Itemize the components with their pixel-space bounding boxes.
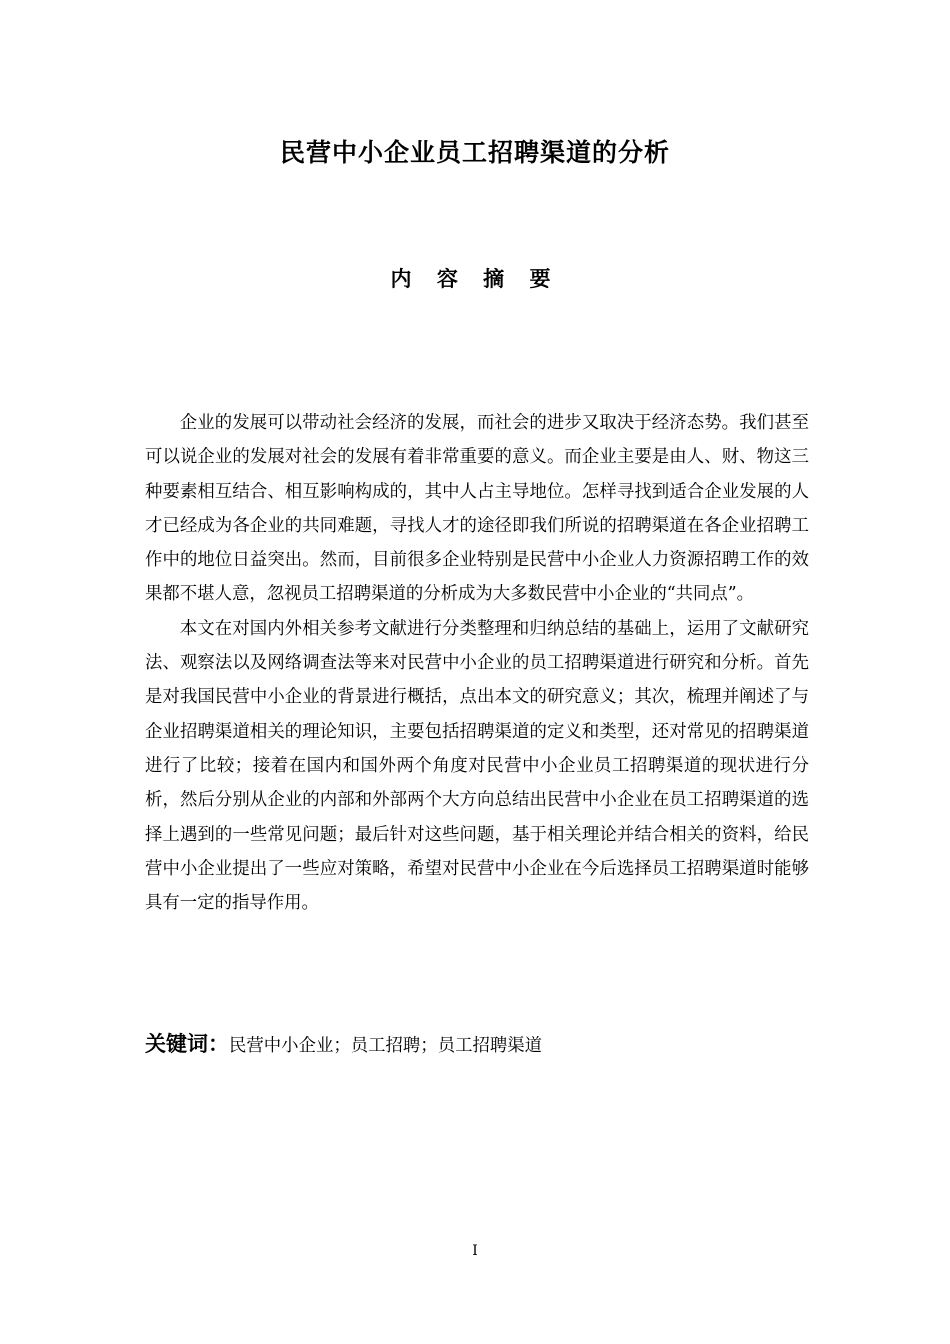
keywords-text: 民营中小企业；员工招聘；员工招聘渠道 <box>229 1036 543 1056</box>
keywords-line <box>145 1028 809 1062</box>
abstract-paragraph-2: 本文在对国内外相关参考文献进行分类整理和归纳总结的基础上，运用了文献研究法、观察法以及网络调查法等来对民营中小企业的员工招聘渠道进行研究和分析。首先是对我国民营中小企业的背景进行概括，点出本文的研究意义；其次，梳理并阐述了与企业招聘渠道相关的理论知识，主要包括招聘渠道的定义和类型，还对常见的招聘渠道进行了比较；接着在国内和国外两个角度对民营中小企业员工招聘渠道的现状进行分析，然后分别从企业的内部和外部两个大方向总结出民营中小企业在员工招聘渠道的选择上遇到的一些常见问题；最后针对这些问题，基于相关理论并结合相关的资料，给民营中小企业提出了一些应对策略，希望对民营中小企业在今后选择员工招聘渠道时能够具有一定的指导作用。 <box>145 618 809 914</box>
abstract-body <box>145 406 809 920</box>
document-title: 民营中小企业员工招聘渠道的分析 <box>279 138 670 167</box>
page-number: I <box>472 1243 478 1259</box>
keywords-label: 关键词： <box>145 1032 229 1056</box>
abstract-paragraph-1: 企业的发展可以带动社会经济的发展，而社会的进步又取决于经济态势。我们甚至可以说企业的发展对社会的发展有着非常重要的意义。而企业主要是由人、财、物这三种要素相互结合、相互影响构成的，其中人占主导地位。怎样寻找到适合企业发展的人才已经成为各企业的共同难题，寻找人才的途径即我们所说的招聘渠道在各企业招聘工作中的地位日益突出。然而，目前很多企业特别是民营中小企业人力资源招聘工作的效果都不堪人意，忽视员工招聘渠道的分析成为大多数民营中小企业的“共同点”。 <box>145 413 809 605</box>
abstract-heading: 内 容 摘 要 <box>390 267 560 291</box>
